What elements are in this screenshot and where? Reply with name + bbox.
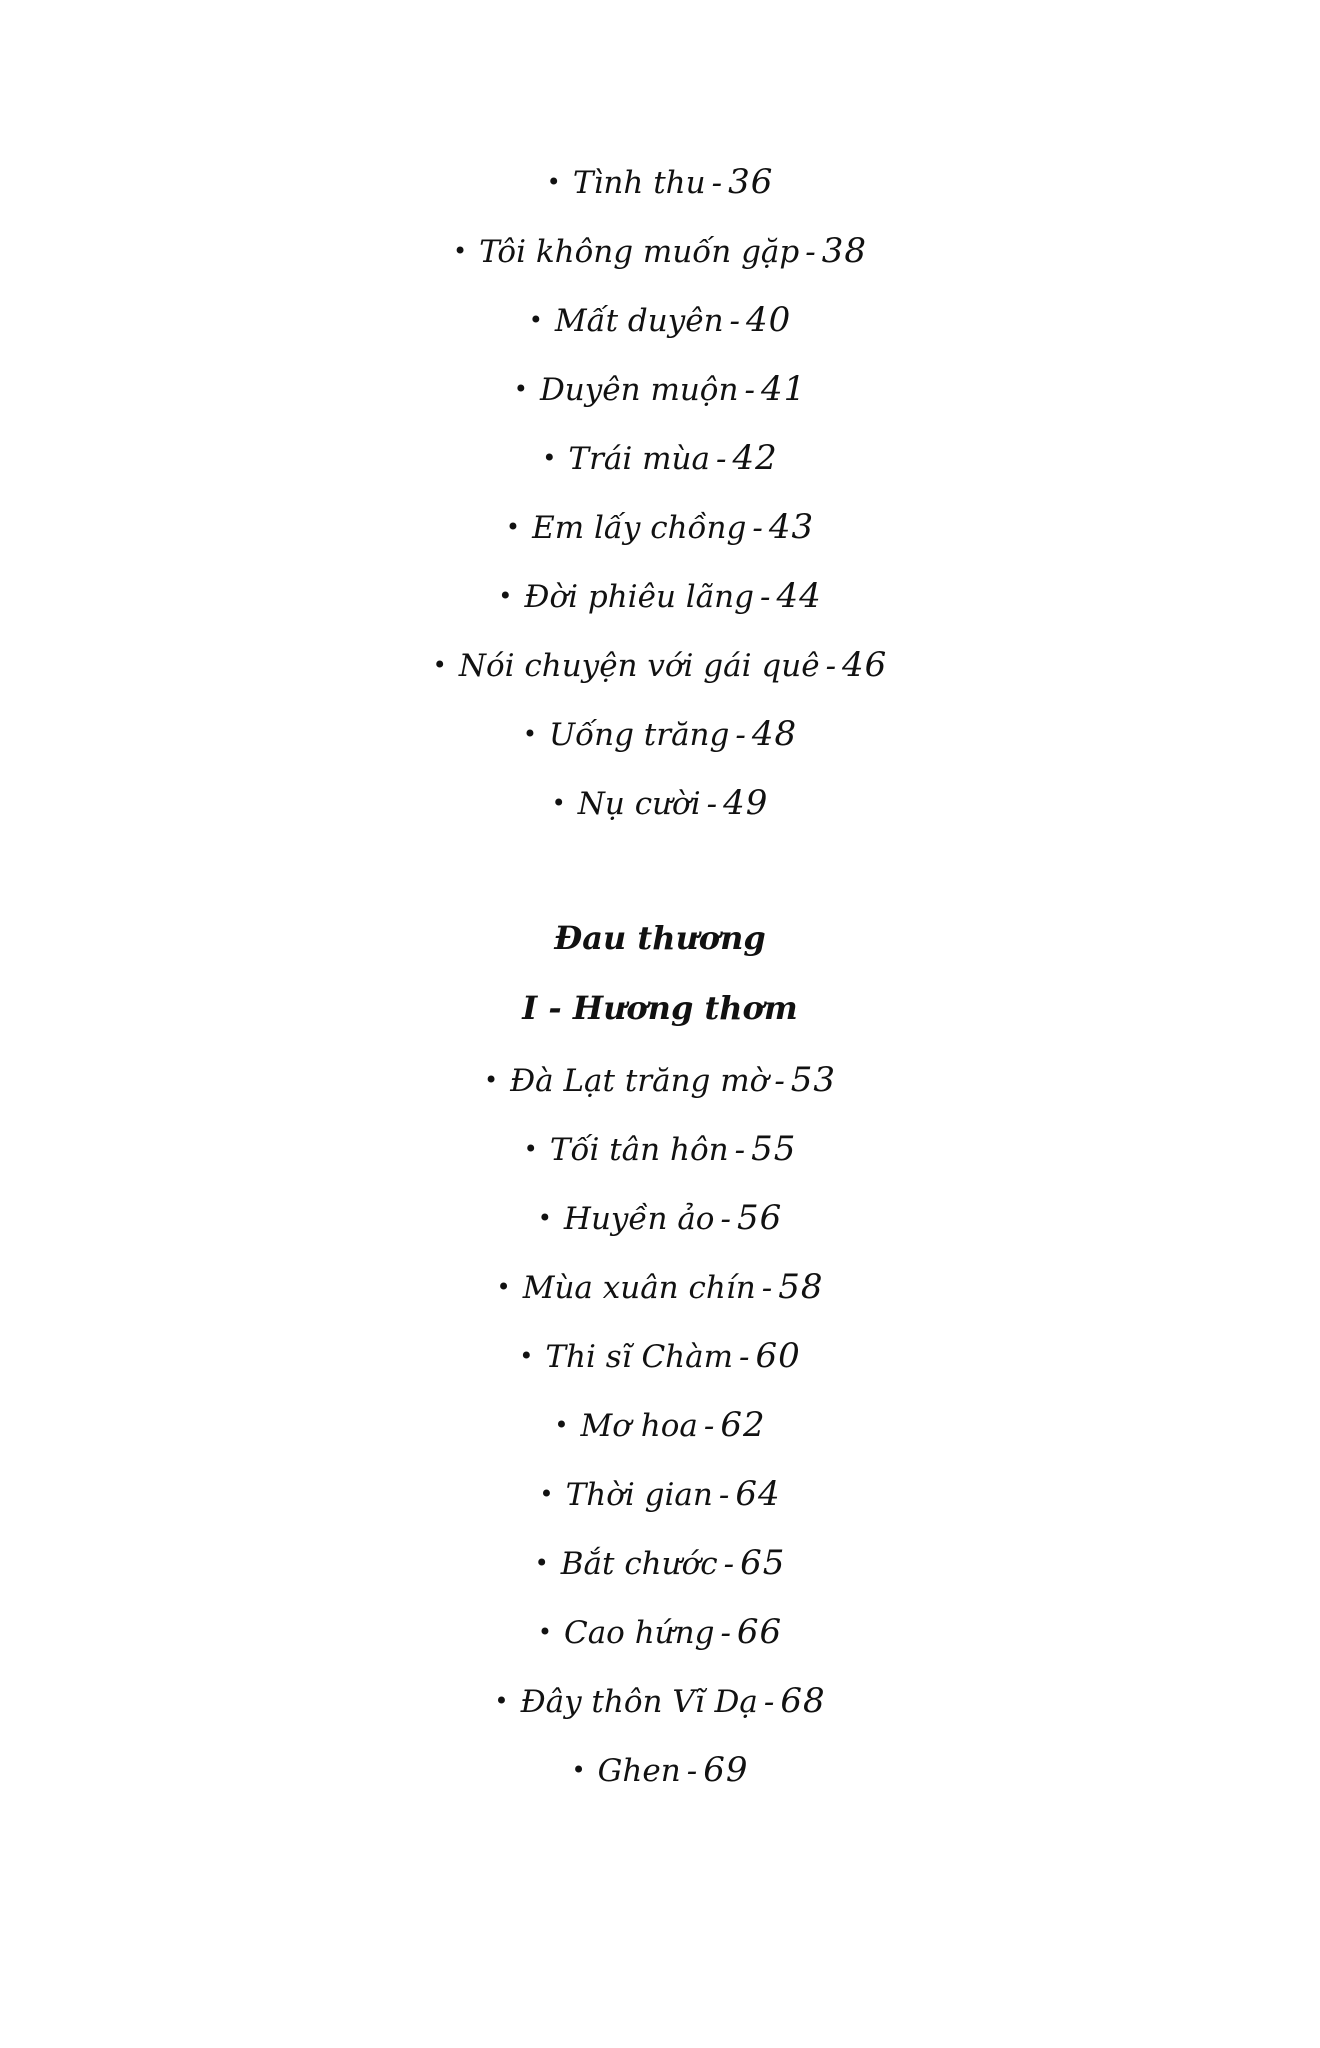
entry-title: Mơ hoa <box>580 1408 698 1444</box>
entry-page: 41 <box>760 369 807 409</box>
toc-entry: • Nụ cười - 49 <box>551 783 769 823</box>
entry-page: 56 <box>736 1198 783 1238</box>
bullet-icon: • <box>498 582 513 610</box>
toc-entry: • Ghen - 69 <box>571 1750 749 1790</box>
toc-entry: • Bắt chước - 65 <box>534 1543 786 1583</box>
bullet-icon: • <box>571 1756 586 1784</box>
bullet-icon: • <box>522 720 538 748</box>
toc-entry: • Uống trăng - 48 <box>522 714 798 754</box>
entry-page: 42 <box>732 438 778 478</box>
entry-page: 66 <box>736 1612 783 1652</box>
entry-title: Trái mùa <box>568 441 710 477</box>
entry-page: 49 <box>723 783 769 823</box>
toc-entry: • Cao hứng - 66 <box>537 1612 783 1652</box>
bullet-icon: • <box>546 168 561 196</box>
entry-page: 46 <box>842 645 888 685</box>
entry-page: 38 <box>821 231 867 271</box>
entry-title: Thi sĩ Chàm <box>545 1339 734 1375</box>
entry-title: Đà Lạt trăng mờ <box>510 1063 769 1099</box>
entry-title: Ghen <box>597 1753 681 1789</box>
toc-list-bottom <box>0 1046 1320 1805</box>
bullet-icon: • <box>523 1135 538 1163</box>
bullet-icon: • <box>537 1618 552 1646</box>
bullet-icon: • <box>554 1411 569 1439</box>
entry-page: 64 <box>735 1474 781 1514</box>
entry-page: 69 <box>703 1750 749 1790</box>
toc-entry: • Tình thu - 36 <box>546 162 774 202</box>
toc-entry: • Tối tân hôn - 55 <box>523 1129 797 1169</box>
entry-page: 65 <box>740 1543 786 1583</box>
entry-title: Nụ cười <box>577 786 701 822</box>
entry-page: 53 <box>790 1060 837 1100</box>
entry-page: 43 <box>768 507 815 547</box>
bullet-icon: • <box>496 1273 511 1301</box>
entry-page: 68 <box>780 1681 826 1721</box>
toc-list-top <box>0 148 1320 838</box>
entry-title: Tình thu <box>572 165 706 201</box>
entry-title: Cao hứng <box>563 1615 715 1651</box>
entry-title: Tôi không muốn gặp <box>479 234 800 270</box>
entry-title: Em lấy chồng <box>532 510 747 546</box>
entry-page: 48 <box>751 714 798 754</box>
entry-title: Thời gian <box>565 1477 713 1513</box>
toc-entry: • Đây thôn Vĩ Dạ - 68 <box>494 1681 826 1721</box>
entry-page: 62 <box>720 1405 766 1445</box>
entry-page: 40 <box>746 300 792 340</box>
bullet-icon: • <box>519 1342 534 1370</box>
toc-entry: • Đời phiêu lãng - 44 <box>498 576 822 616</box>
entry-title: Bắt chước <box>560 1546 718 1582</box>
entry-page: 55 <box>751 1129 797 1169</box>
entry-title: Đây thôn Vĩ Dạ <box>520 1684 758 1720</box>
entry-page: 44 <box>776 576 822 616</box>
toc-entry: • Mùa xuân chín - 58 <box>496 1267 824 1307</box>
bullet-icon: • <box>494 1687 509 1715</box>
toc-entry: • Em lấy chồng - 43 <box>505 507 815 547</box>
section-heading: Đau thương <box>554 919 766 957</box>
toc-entry: • Trái mùa - 42 <box>542 438 778 478</box>
entry-title: Nói chuyện với gái quê <box>458 648 820 684</box>
entry-title: Tối tân hôn <box>549 1132 729 1168</box>
bullet-icon: • <box>551 789 566 817</box>
bullet-icon: • <box>483 1066 499 1094</box>
entry-title: Mùa xuân chín <box>522 1270 756 1306</box>
toc-entry: • Mất duyên - 40 <box>528 300 792 340</box>
entry-page: 36 <box>728 162 774 202</box>
bullet-icon: • <box>505 513 521 541</box>
entry-title: Huyền ảo <box>563 1201 715 1237</box>
entry-title: Đời phiêu lãng <box>524 579 754 615</box>
entry-title: Uống trăng <box>549 717 730 753</box>
entry-title: Mất duyên <box>554 303 724 339</box>
toc-entry: • Mơ hoa - 62 <box>554 1405 766 1445</box>
subsection-heading: I - Hương thơm <box>522 989 798 1027</box>
bullet-icon: • <box>528 306 543 334</box>
toc-entry: • Thi sĩ Chàm - 60 <box>519 1336 801 1376</box>
entry-page: 58 <box>778 1267 824 1307</box>
entry-title: Duyên muộn <box>539 372 739 408</box>
entry-page: 60 <box>755 1336 801 1376</box>
bullet-icon: • <box>513 375 528 403</box>
toc-entry: • Huyền ảo - 56 <box>537 1198 783 1238</box>
toc-entry: • Đà Lạt trăng mờ - 53 <box>483 1060 837 1100</box>
bullet-icon: • <box>452 237 468 265</box>
bullet-icon: • <box>539 1480 554 1508</box>
toc-entry: • Tôi không muốn gặp - 38 <box>452 231 867 271</box>
toc-entry: • Thời gian - 64 <box>539 1474 781 1514</box>
bullet-icon: • <box>537 1204 552 1232</box>
toc-entry: • Nói chuyện với gái quê - 46 <box>432 645 888 685</box>
bullet-icon: • <box>432 651 447 679</box>
bullet-icon: • <box>534 1549 549 1577</box>
toc-entry: • Duyên muộn - 41 <box>513 369 807 409</box>
bullet-icon: • <box>542 444 557 472</box>
